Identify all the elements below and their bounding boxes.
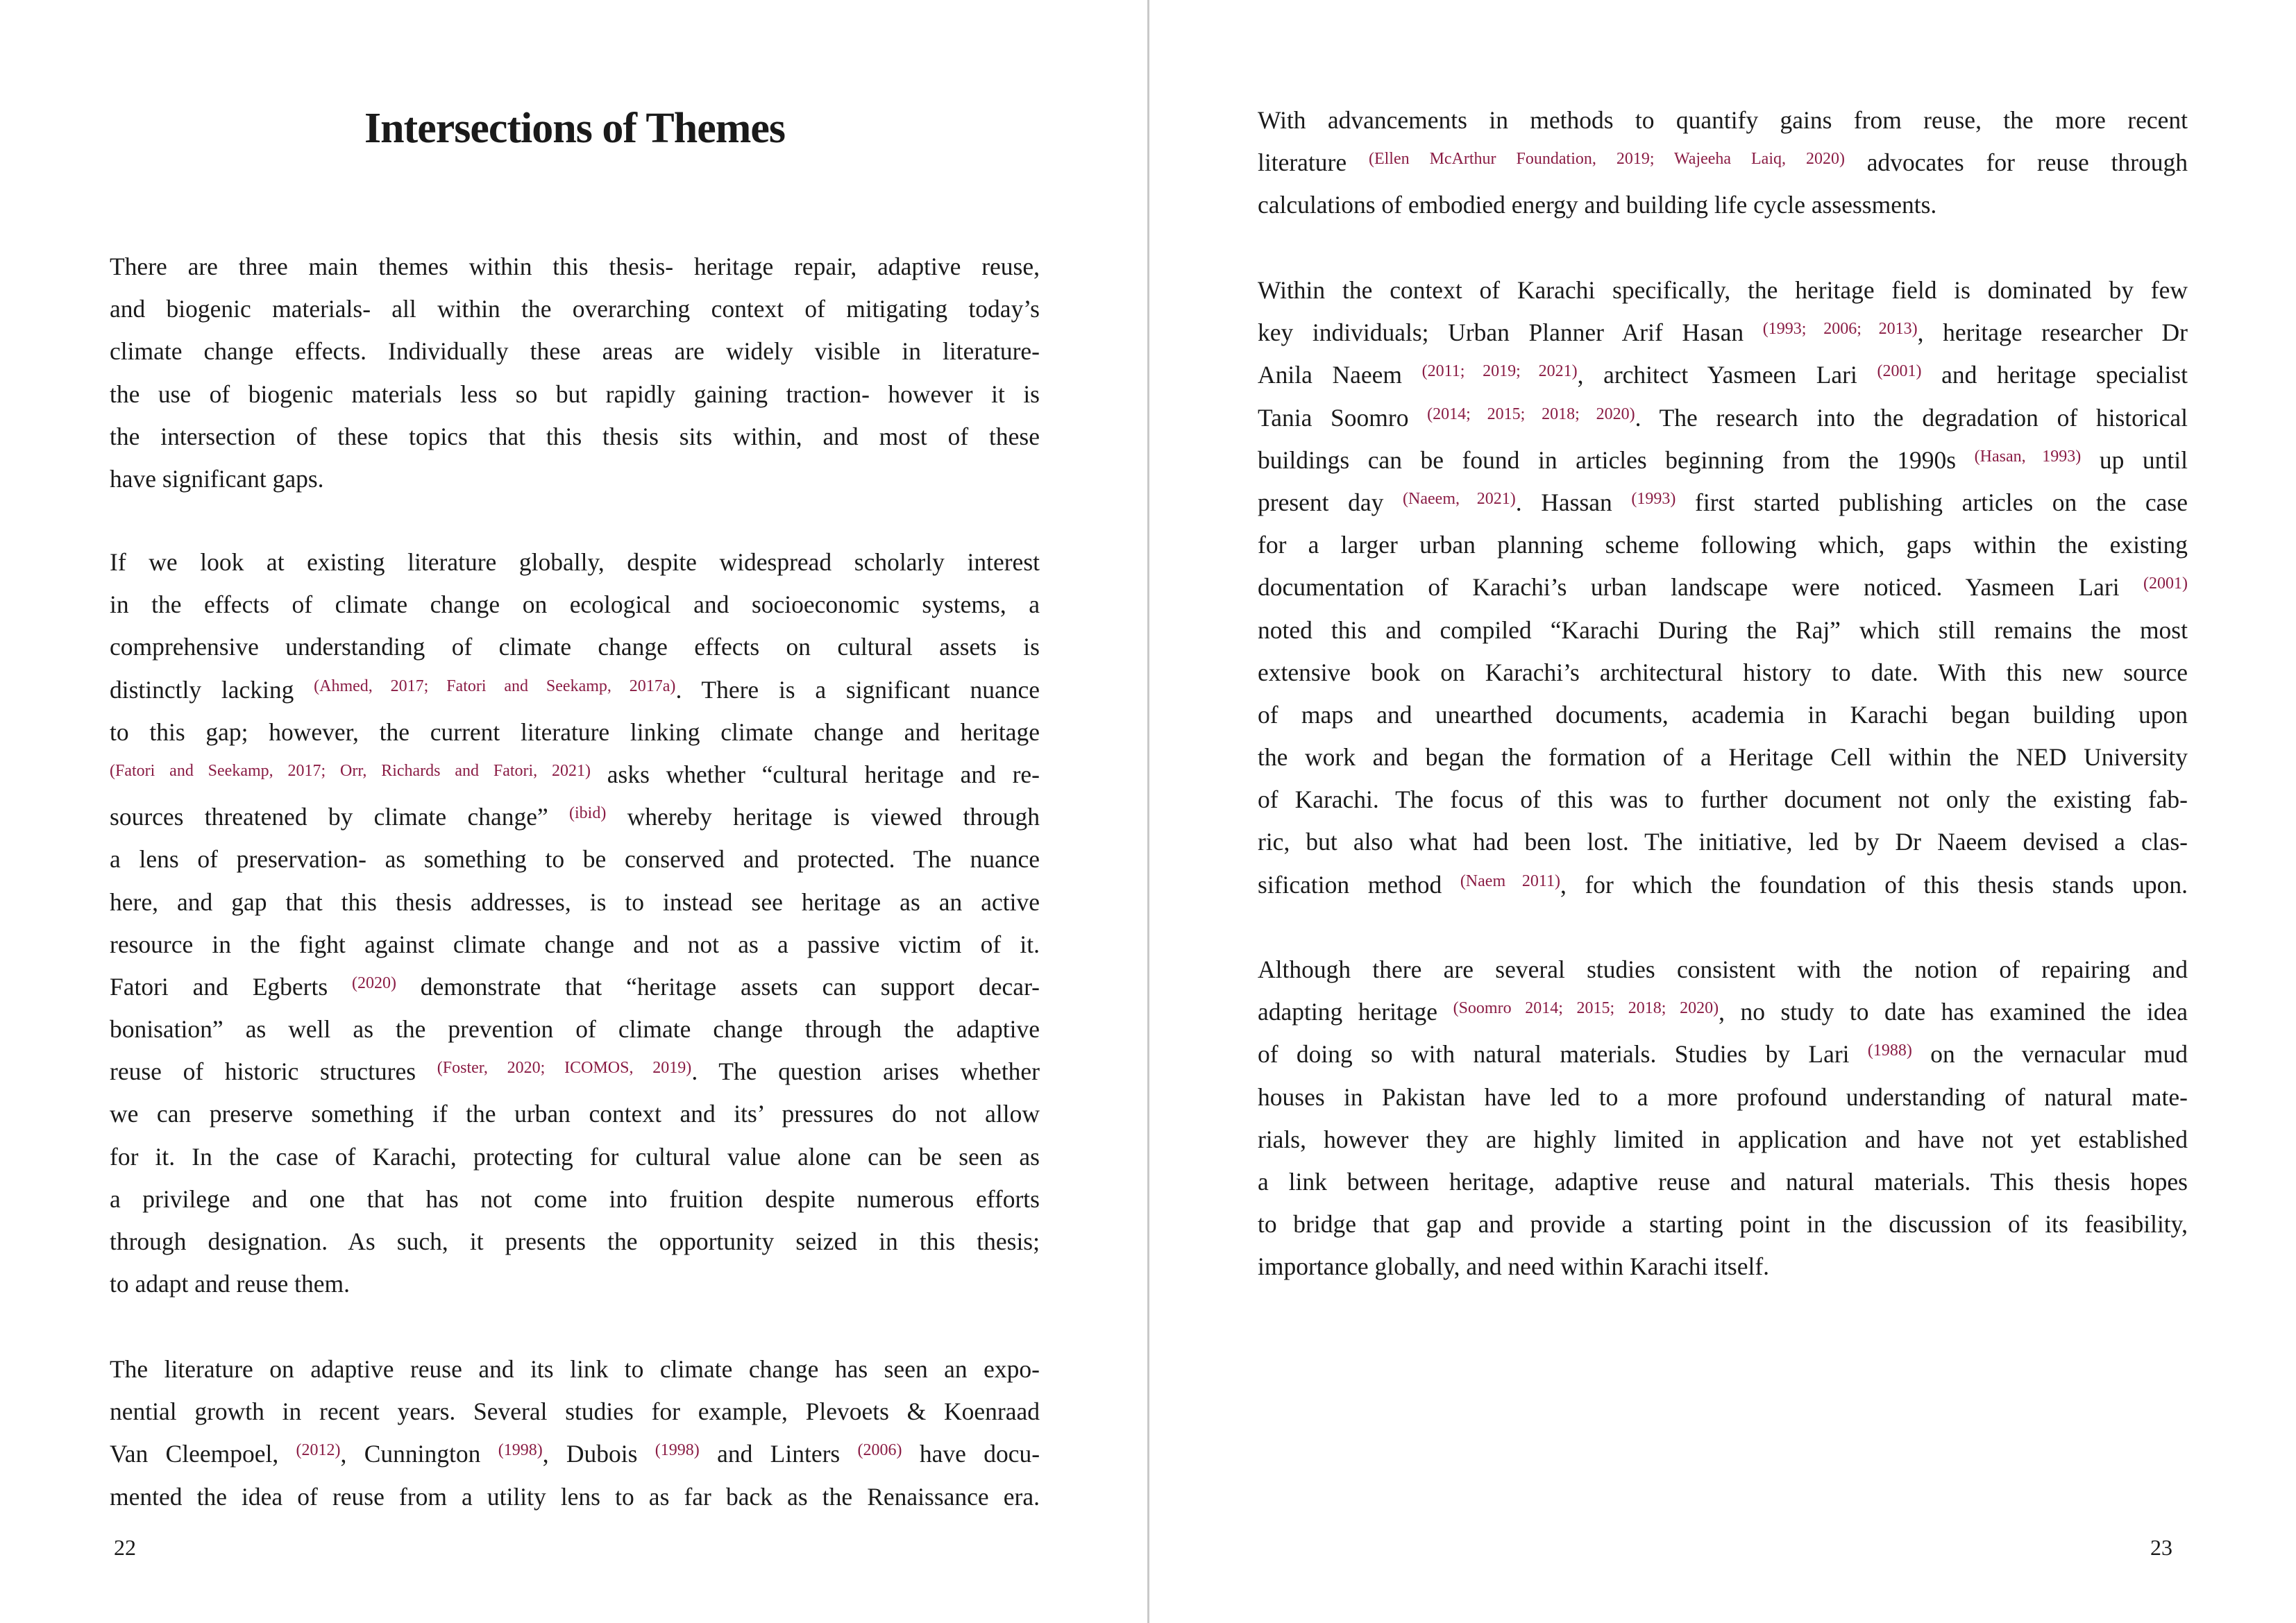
text-line bbox=[1258, 779, 2188, 821]
citation: (2012) bbox=[296, 1441, 341, 1460]
paragraph bbox=[110, 541, 1040, 1305]
citation: (2006) bbox=[857, 1441, 902, 1460]
body-text: sification method bbox=[1258, 870, 1460, 899]
paragraph bbox=[110, 246, 1040, 500]
text-line bbox=[110, 754, 1040, 796]
body-text: . Hassan bbox=[1515, 488, 1632, 516]
text-line bbox=[110, 1476, 1040, 1518]
citation: (Naeem, 2021) bbox=[1403, 489, 1516, 508]
body-text: asks whether “cultural heritage and re- bbox=[591, 760, 1040, 788]
text-line bbox=[110, 924, 1040, 966]
citation: (1993) bbox=[1631, 489, 1676, 508]
body-text: If we look at existing literature globally, despite widespread scholarly interest bbox=[110, 548, 1040, 576]
body-text: rials, however they are highly limited in application and have not yet established bbox=[1258, 1125, 2188, 1153]
text-line bbox=[1258, 1076, 2188, 1119]
body-text: to bridge that gap and provide a starting point in the discussion of its feasibility, bbox=[1258, 1210, 2188, 1239]
body-text: the intersection of these topics that this thesis sits within, and most of these bbox=[110, 422, 1040, 450]
body-text: importance globally, and need within Karachi itself. bbox=[1258, 1252, 1770, 1281]
citation: (2020) bbox=[351, 974, 396, 992]
text-line bbox=[1258, 397, 2188, 439]
text-line bbox=[110, 1263, 1040, 1305]
body-text: for a larger urban planning scheme following which, gaps within the existing bbox=[1258, 531, 2188, 559]
body-text: noted this and compiled “Karachi During the Raj” which still remains the most bbox=[1258, 615, 2188, 644]
citation: (Ellen McArthur Foundation, 2019; Wajeeha Laiq, 2020) bbox=[1368, 150, 1845, 169]
body-text: , no study to date has examined the idea bbox=[1719, 998, 2188, 1026]
citation: (ibid) bbox=[569, 804, 607, 823]
text-line bbox=[1258, 312, 2188, 354]
text-line bbox=[110, 330, 1040, 373]
text-line bbox=[1258, 949, 2188, 991]
body-text: a link between heritage, adaptive reuse and natural materials. This thesis hopes bbox=[1258, 1167, 2188, 1196]
body-text: reuse of historic structures bbox=[110, 1057, 437, 1086]
text-line bbox=[110, 1391, 1040, 1433]
body-text: demonstrate that “heritage assets can support decar- bbox=[396, 972, 1040, 1001]
body-text: to adapt and reuse them. bbox=[110, 1270, 351, 1298]
citation: (2011; 2019; 2021) bbox=[1421, 362, 1578, 381]
text-line bbox=[110, 711, 1040, 754]
body-text: through designation. As such, it presents the opportunity seized in this thesis; bbox=[110, 1227, 1040, 1255]
text-line bbox=[110, 838, 1040, 881]
citation: (Soomro 2014; 2015; 2018; 2020) bbox=[1453, 999, 1719, 1018]
body-text: here, and gap that this thesis addresses, is to instead see heritage as an active bbox=[110, 887, 1040, 916]
body-text: . The research into the degradation of historical bbox=[1635, 403, 2188, 432]
body-text: nential growth in recent years. Several studies for example, Plevoets & Koenraad bbox=[110, 1397, 1040, 1426]
body-text: have docu- bbox=[902, 1440, 1040, 1468]
body-text: on the vernacular mud bbox=[1911, 1040, 2188, 1069]
body-text: of maps and unearthed documents, academia in Karachi began building upon bbox=[1258, 700, 2188, 729]
paragraph bbox=[110, 1348, 1040, 1518]
citation: (1998) bbox=[655, 1441, 700, 1460]
citation: (1988) bbox=[1867, 1042, 1912, 1060]
body-text: mented the idea of reuse from a utility lens to as far back as the Renaissance era. bbox=[110, 1482, 1040, 1511]
citation: (Ahmed, 2017; Fatori and Seekamp, 2017a) bbox=[314, 677, 676, 695]
body-text: to this gap; however, the current literature linking climate change and heritage bbox=[110, 717, 1040, 746]
body-text: comprehensive understanding of climate change effects on cultural assets is bbox=[110, 633, 1040, 661]
body-text: and Linters bbox=[699, 1440, 858, 1468]
citation: (Naem 2011) bbox=[1460, 872, 1560, 890]
body-text: up until bbox=[2081, 445, 2188, 474]
body-text: distinctly lacking bbox=[110, 675, 314, 704]
text-line bbox=[110, 1178, 1040, 1221]
body-text: first started publishing articles on the case bbox=[1675, 488, 2188, 516]
text-line bbox=[110, 1051, 1040, 1093]
body-text: , heritage researcher Dr bbox=[1917, 318, 2188, 347]
text-line bbox=[110, 1348, 1040, 1391]
text-line bbox=[1258, 991, 2188, 1033]
body-text: advocates for reuse through bbox=[1844, 148, 2188, 177]
text-line bbox=[1258, 609, 2188, 652]
text-line bbox=[110, 796, 1040, 838]
text-line bbox=[1258, 354, 2188, 396]
text-line bbox=[110, 1093, 1040, 1135]
body-text: resource in the fight against climate change and not as a passive victim of it. bbox=[110, 930, 1040, 958]
page-gutter-divider bbox=[1147, 0, 1149, 1623]
body-text: of doing so with natural materials. Studies by Lari bbox=[1258, 1040, 1868, 1069]
paragraph bbox=[1258, 99, 2188, 227]
body-text: . There is a significant nuance bbox=[675, 675, 1040, 704]
citation: (1993; 2006; 2013) bbox=[1762, 320, 1918, 339]
text-line bbox=[110, 541, 1040, 584]
body-text: and heritage specialist bbox=[1921, 361, 2188, 389]
text-line bbox=[110, 881, 1040, 924]
body-text: extensive book on Karachi’s architectural history to date. With this new source bbox=[1258, 658, 2188, 686]
body-text: we can preserve something if the urban context and its’ pressures do not allow bbox=[110, 1100, 1040, 1128]
text-line bbox=[1258, 736, 2188, 779]
text-line bbox=[1258, 652, 2188, 694]
citation: (Hasan, 1993) bbox=[1974, 447, 2082, 466]
citation: (Fatori and Seekamp, 2017; Orr, Richards and Fatori, 2021) bbox=[110, 761, 591, 780]
text-line bbox=[1258, 184, 2188, 226]
body-text: , for which the foundation of this thesis stands upon. bbox=[1560, 870, 2188, 899]
text-line bbox=[1258, 1161, 2188, 1203]
body-text: key individuals; Urban Planner Arif Hasan bbox=[1258, 318, 1763, 347]
body-text: adapting heritage bbox=[1258, 998, 1453, 1026]
text-line bbox=[1258, 269, 2188, 312]
body-text: . The question arises whether bbox=[691, 1057, 1040, 1086]
text-line bbox=[1258, 1119, 2188, 1161]
body-text: the work and began the formation of a Heritage Cell within the NED University bbox=[1258, 743, 2188, 772]
body-text: documentation of Karachi’s urban landscape were noticed. Yasmeen Lari bbox=[1258, 573, 2144, 602]
text-line bbox=[1258, 439, 2188, 482]
text-line bbox=[1258, 821, 2188, 863]
text-line bbox=[110, 966, 1040, 1008]
body-text: have significant gaps. bbox=[110, 464, 324, 493]
text-line bbox=[1258, 694, 2188, 736]
body-text: climate change effects. Individually these areas are widely visible in literature- bbox=[110, 337, 1040, 366]
body-text: a privilege and one that has not come into fruition despite numerous efforts bbox=[110, 1184, 1040, 1213]
text-line bbox=[1258, 1246, 2188, 1288]
body-text: the use of biogenic materials less so but rapidly gaining traction- however it is bbox=[110, 380, 1040, 408]
body-text: Fatori and Egberts bbox=[110, 972, 352, 1001]
body-text: bonisation” as well as the prevention of climate change through the adaptive bbox=[110, 1015, 1040, 1044]
paragraph bbox=[1258, 269, 2188, 906]
text-line bbox=[110, 669, 1040, 711]
body-text: , Cunnington bbox=[340, 1440, 498, 1468]
page-number-right: 23 bbox=[2150, 1535, 2172, 1560]
body-text: and biogenic materials- all within the overarching context of mitigating today’s bbox=[110, 295, 1040, 323]
body-text: , architect Yasmeen Lari bbox=[1577, 361, 1877, 389]
body-text: present day bbox=[1258, 488, 1403, 516]
text-line bbox=[1258, 524, 2188, 566]
body-text: Anila Naeem bbox=[1258, 361, 1422, 389]
citation: (2001) bbox=[1877, 362, 1922, 381]
body-text: calculations of embodied energy and building life cycle assessments. bbox=[1258, 191, 1937, 219]
text-line bbox=[110, 458, 1040, 500]
citation: (Foster, 2020; ICOMOS, 2019) bbox=[437, 1059, 692, 1078]
body-text: The literature on adaptive reuse and its link to climate change has seen an expo- bbox=[110, 1355, 1040, 1383]
citation: (1998) bbox=[498, 1441, 543, 1460]
text-line bbox=[110, 1008, 1040, 1051]
body-text: Van Cleempoel, bbox=[110, 1440, 296, 1468]
text-line bbox=[1258, 482, 2188, 524]
citation: (2001) bbox=[2143, 575, 2188, 593]
text-line bbox=[1258, 566, 2188, 609]
body-text: literature bbox=[1258, 148, 1369, 177]
text-line bbox=[110, 584, 1040, 626]
text-line bbox=[1258, 99, 2188, 142]
text-line bbox=[1258, 1203, 2188, 1246]
text-line bbox=[110, 416, 1040, 458]
text-line bbox=[1258, 142, 2188, 184]
body-text: Tania Soomro bbox=[1258, 403, 1428, 432]
body-text: in the effects of climate change on ecological and socioeconomic systems, a bbox=[110, 590, 1040, 619]
body-text: With advancements in methods to quantify gains from reuse, the more recent bbox=[1258, 106, 2188, 134]
text-line bbox=[1258, 864, 2188, 906]
body-text: Although there are several studies consistent with the notion of repairing and bbox=[1258, 955, 2188, 983]
page-title: Intersections of Themes bbox=[364, 105, 786, 152]
text-line bbox=[110, 288, 1040, 330]
body-text: whereby heritage is viewed through bbox=[606, 803, 1040, 831]
text-line bbox=[110, 373, 1040, 416]
text-line bbox=[1258, 1033, 2188, 1076]
body-text: Within the context of Karachi specifically, the heritage field is dominated by few bbox=[1258, 276, 2188, 304]
body-text: ric, but also what had been lost. The initiative, led by Dr Naeem devised a clas- bbox=[1258, 828, 2188, 856]
body-text: buildings can be found in articles beginning from the 1990s bbox=[1258, 445, 1975, 474]
text-line bbox=[110, 626, 1040, 668]
text-line bbox=[110, 1136, 1040, 1178]
paragraph bbox=[1258, 949, 2188, 1289]
body-text: , Dubois bbox=[542, 1440, 655, 1468]
body-text: a lens of preservation- as something to be conserved and protected. The nuance bbox=[110, 845, 1040, 874]
text-line bbox=[110, 1221, 1040, 1263]
body-text: of Karachi. The focus of this was to further document not only the existing fab- bbox=[1258, 785, 2188, 814]
citation: (2014; 2015; 2018; 2020) bbox=[1427, 405, 1635, 423]
page-number-left: 22 bbox=[114, 1535, 136, 1560]
body-text: There are three main themes within this thesis- heritage repair, adaptive reuse, bbox=[110, 253, 1040, 280]
body-text: for it. In the case of Karachi, protecting for cultural value alone can be seen as bbox=[110, 1142, 1040, 1171]
body-text: sources threatened by climate change” bbox=[110, 803, 570, 831]
text-line bbox=[110, 1433, 1040, 1475]
body-text: houses in Pakistan have led to a more profound understanding of natural mate- bbox=[1258, 1082, 2188, 1111]
text-line bbox=[110, 246, 1040, 288]
